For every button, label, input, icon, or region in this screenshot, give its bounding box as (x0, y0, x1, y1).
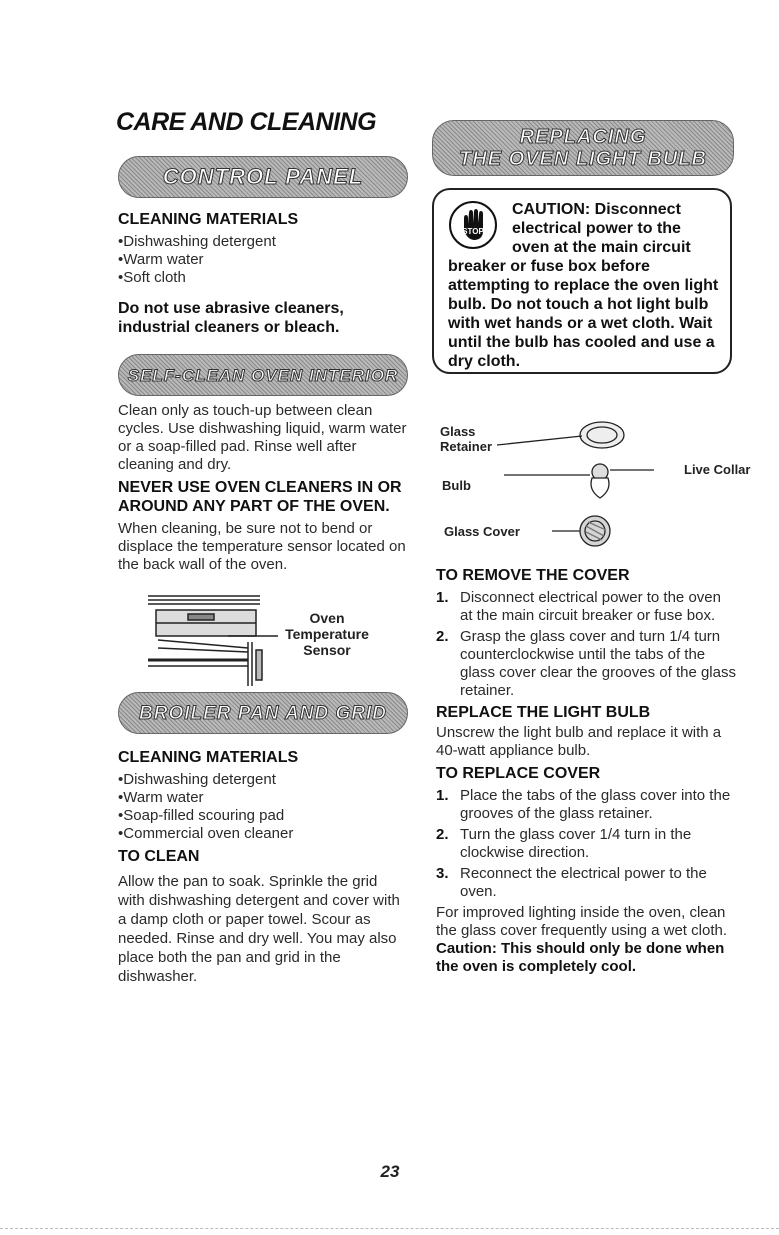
step-text: Grasp the glass cover and turn 1/4 turn counterclockwise until the tabs of the glass cover clear the grooves of the glass retainer. (460, 628, 736, 699)
to-clean-heading: TO CLEAN (118, 848, 200, 865)
list-item (436, 628, 736, 700)
list-item: • Soft cloth (118, 269, 418, 287)
sensor-label-line: Sensor (303, 642, 351, 658)
self-clean-instructions: Clean only as touch-up between clean cycles. Use dishwashing liquid, warm water or a soap-filled pad. Rinse well after cleaning and dry. (118, 402, 407, 473)
caution-text: CAUTION: Disconnect electrical power to the oven at the main circuit breaker or fuse box before attempting to replace the oven light bulb. Do not touch a hot light bulb with wet hands or a wet cloth. Wait until the bulb has cooled and use a dry cloth. (448, 201, 719, 370)
list-item (436, 787, 736, 823)
step-number: 2. (436, 628, 449, 645)
list-item (436, 865, 736, 901)
step-number: 2. (436, 826, 449, 843)
final-note (436, 904, 736, 976)
abrasive-cleaners-warning: Do not use abrasive cleaners, industrial cleaners or bleach. (118, 300, 344, 336)
broiler-materials-heading: CLEANING MATERIALS (118, 749, 299, 766)
list-item: • Commercial oven cleaner (118, 825, 408, 843)
replace-cover-heading: TO REPLACE COVER (436, 765, 601, 782)
live-collar-label: Live Collar (684, 462, 751, 477)
list-item (436, 826, 736, 862)
final-note-text: For improved lighting inside the oven, clean the glass cover frequently using a wet cloth. (436, 904, 727, 939)
control-panel-section (118, 210, 418, 337)
step-number: 1. (436, 787, 449, 804)
bulb-label: Bulb (442, 478, 471, 493)
sensor-label-line: Temperature (285, 626, 369, 642)
step-number: 3. (436, 865, 449, 882)
self-clean-banner-text: SELF-CLEAN OVEN INTERIOR (127, 365, 399, 385)
page-number: 23 (380, 1162, 400, 1181)
list-item (436, 589, 736, 625)
replace-bulb-heading: REPLACE THE LIGHT BULB (436, 704, 651, 721)
cleaning-materials-heading: CLEANING MATERIALS (118, 211, 299, 228)
list-item: • Warm water (118, 251, 418, 269)
list-item: • Soap-filled scouring pad (118, 807, 408, 825)
glass-retainer-label (440, 424, 492, 454)
step-number: 1. (436, 589, 449, 606)
remove-cover-steps (436, 589, 736, 700)
replacing-bulb-banner (432, 120, 734, 176)
sensor-label-line: Oven (309, 610, 345, 626)
control-panel-banner (118, 156, 408, 198)
list-item: • Dishwashing detergent (118, 771, 408, 789)
step-text: Place the tabs of the glass cover into the grooves of the glass retainer. (460, 787, 731, 822)
page-title: CARE AND CLEANING (116, 108, 377, 136)
list-item: • Dishwashing detergent (118, 233, 418, 251)
step-text: Turn the glass cover 1/4 turn in the clockwise direction. (460, 826, 692, 861)
sensor-label (272, 610, 382, 658)
oven-temperature-sensor-illustration (148, 590, 278, 690)
step-text: Disconnect electrical power to the oven at the main circuit breaker or fuse box. (460, 589, 721, 624)
remove-cover-heading: TO REMOVE THE COVER (436, 567, 630, 584)
control-panel-materials-list (118, 233, 418, 287)
to-clean-instructions: Allow the pan to soak. Sprinkle the grid with dishwashing detergent and cover with a damp cloth or paper towel. Scour as needed. Rinse and dry well. You may also place both the pan and grid in the dishwasher. (118, 873, 400, 985)
bottom-rule (0, 1228, 779, 1230)
broiler-banner-text: BROILER PAN AND GRID (139, 702, 387, 724)
replace-cover-steps (436, 787, 736, 901)
final-caution: Caution: This should only be done when the oven is completely cool. (436, 940, 725, 975)
broiler-banner (118, 692, 408, 734)
control-panel-banner-text: CONTROL PANEL (162, 164, 364, 189)
self-clean-banner (118, 354, 408, 396)
caution-box (432, 188, 732, 374)
oven-cleaner-warning: NEVER USE OVEN CLEANERS IN OR AROUND ANY PART OF THE OVEN. (118, 479, 402, 515)
replace-bulb-text: Unscrew the light bulb and replace it with a 40-watt appliance bulb. (436, 724, 722, 759)
self-clean-section (118, 402, 408, 574)
glass-retainer-label-line: Glass (440, 424, 476, 439)
replacing-bulb-banner-line: THE OVEN LIGHT BULB (459, 148, 707, 170)
stop-icon-text: STOP (462, 227, 484, 236)
stop-hand-icon (448, 200, 498, 250)
broiler-materials-list (118, 771, 408, 843)
step-text: Reconnect the electrical power to the oven. (460, 865, 707, 900)
bulb-instructions (436, 566, 736, 976)
broiler-section (118, 748, 408, 986)
list-item: • Warm water (118, 789, 408, 807)
sensor-caution-text: When cleaning, be sure not to bend or displace the temperature sensor located on the back wall of the oven. (118, 520, 406, 573)
glass-cover-label: Glass Cover (444, 524, 520, 539)
glass-retainer-label-line: Retainer (440, 439, 493, 454)
replacing-bulb-banner-line: REPLACING (519, 126, 647, 148)
